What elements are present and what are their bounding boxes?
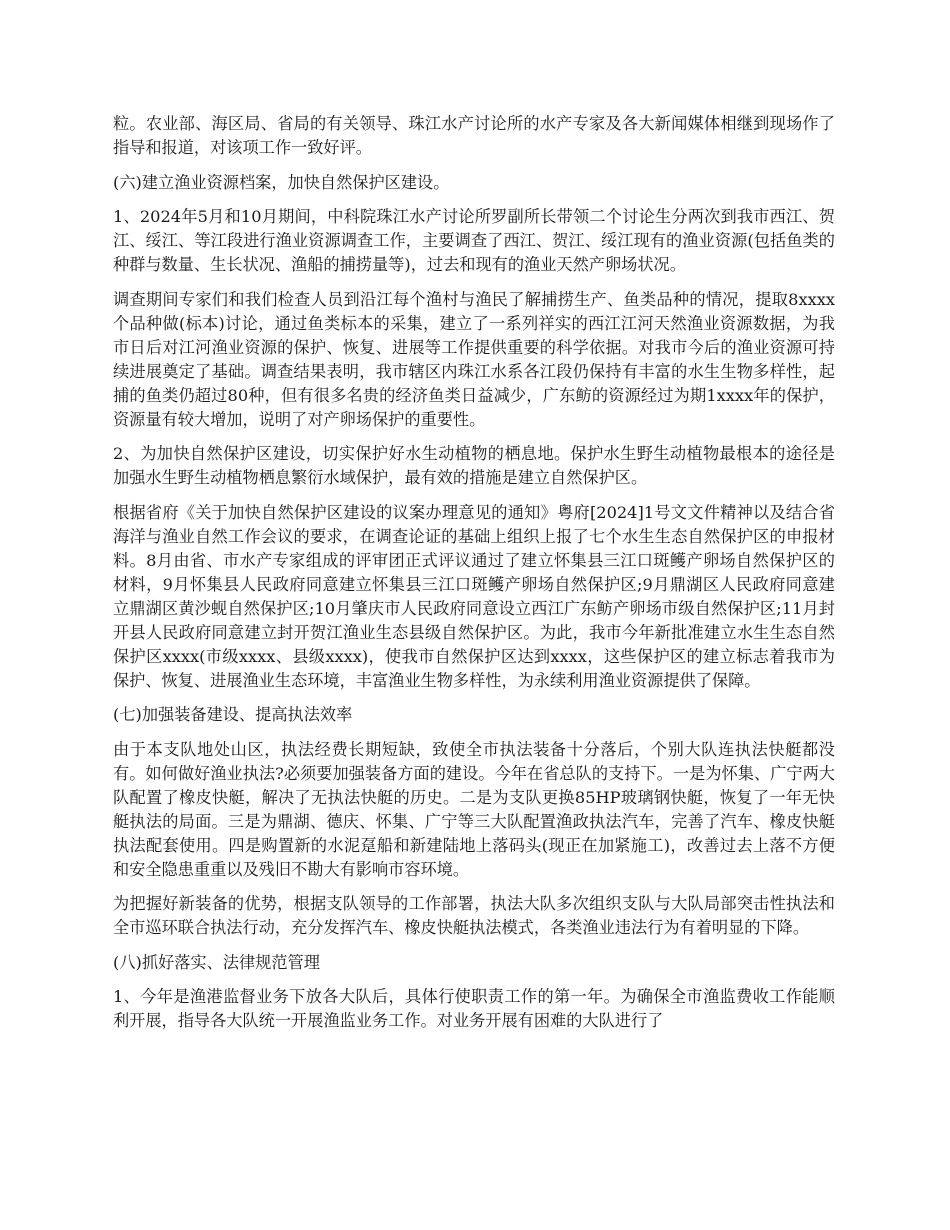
paragraph-intro-continuation: 粒。农业部、海区局、省局的有关领导、珠江水产讨论所的水产专家及各大新闻媒体相继到现场作了指导和报道，对该项工作一致好评。 — [113, 114, 835, 157]
paragraph-reserve-construction: 2、为加快自然保护区建设，切实保护好水生动植物的栖息地。保护水生野生动植物最根本的途径是加强水生野生动植物栖息繁衍水域保护，最有效的措施是建立自然保护区。 — [113, 444, 835, 487]
section-heading-7: (七)加强装备建设、提高执法效率 — [113, 705, 353, 724]
paragraph-equipment: 由于本支队地处山区，执法经费长期短缺，致使全市执法装备十分落后，个别大队连执法快艇都没有。如何做好渔业执法?必须要加强装备方面的建设。今年在省总队的支持下。一是为怀集、广宁两大队配置了橡皮快艇，解决了无执法快艇的历史。二是为支队更换85HP玻璃钢快艇，恢复了一年无快艇执法的局面。三是为鼎湖、德庆、怀集、广宁等三大队配置渔政执法汽车，完善了汽车、橡皮快艇执法配套使用。四是购置新的水泥趸船和新建陆地上落码头(现正在加紧施工)，改善过去上落不方便和安全隐患重重以及残旧不勘大有影响市容环境。 — [113, 739, 835, 879]
paragraph-enforcement: 为把握好新装备的优势，根据支队领导的工作部署，执法大队多次组织支队与大队局部突击性执法和全市巡环联合执法行动，充分发挥汽车、橡皮快艇执法模式，各类渔业违法行为有着明显的下降。 — [113, 894, 835, 937]
section-heading-8: (八)抓好落实、法律规范管理 — [113, 952, 320, 972]
document-page — [113, 112, 835, 1044]
section-heading-6: (六)建立渔业资源档案，加快自然保护区建设。 — [113, 172, 450, 192]
paragraph-survey-results: 调查期间专家们和我们检查人员到沿江每个渔村与渔民了解捕捞生产、鱼类品种的情况，提取8xxxx个品种做(标本)讨论，通过鱼类标本的采集，建立了一系列祥实的西江江河天然渔业资源数据，为我市日后对江河渔业资源的保护、恢复、进展等工作提供重要的科学依据。对我市今后的渔业资源可持续进展奠定了基础。调查结果表明，我市辖区内珠江水系各江段仍保持有丰富的水生生物多样性，起捕的鱼类仍超过80种，但有很多名贵的经济鱼类日益减少，广东鲂的资源经过为期1xxxx年的保护，资源量有较大增加，说明了对产卵场保护的重要性。 — [113, 289, 835, 429]
paragraph-port-supervision: 1、今年是渔港监督业务下放各大队后，具体行使职责工作的第一年。为确保全市渔监费收工作能顺利开展，指导各大队统一开展渔监业务工作。对业务开展有困难的大队进行了 — [113, 987, 835, 1030]
paragraph-resource-survey: 1、2024年5月和10月期间，中科院珠江水产讨论所罗副所长带领二个讨论生分两次到我市西江、贺江、绥江、等江段进行渔业资源调查工作，主要调查了西江、贺江、绥江现有的渔业资源(包括鱼类的种群与数量、生长状况、渔船的捕捞量等)，过去和现有的渔业天然产卵场状况。 — [113, 207, 835, 274]
paragraph-reserve-approvals: 根据省府《关于加快自然保护区建设的议案办理意见的通知》粤府[2024]1号文文件精神以及结合省海洋与渔业自然工作会议的要求，在调查论证的基础上组织上报了七个水生生态自然保护区的申报材料。8月由省、市水产专家组成的评审团正式评议通过了建立怀集县三江口斑鳠产卵场自然保护区的材料，9月怀集县人民政府同意建立怀集县三江口斑鳠产卵场自然保护区;9月鼎湖区人民政府同意建立鼎湖区黄沙蚬自然保护区;10月肇庆市人民政府同意设立西江广东鲂产卵场市级自然保护区;11月封开县人民政府同意建立封开贺江渔业生态县级自然保护区。为此，我市今年新批准建立水生生态自然保护区xxxx(市级xxxx、县级xxxx)，使我市自然保护区达到xxxx，这些保护区的建立标志着我市为保护、恢复、进展渔业生态环境，丰富渔业生物多样性，为永续利用渔业资源提供了保障。 — [113, 502, 835, 690]
